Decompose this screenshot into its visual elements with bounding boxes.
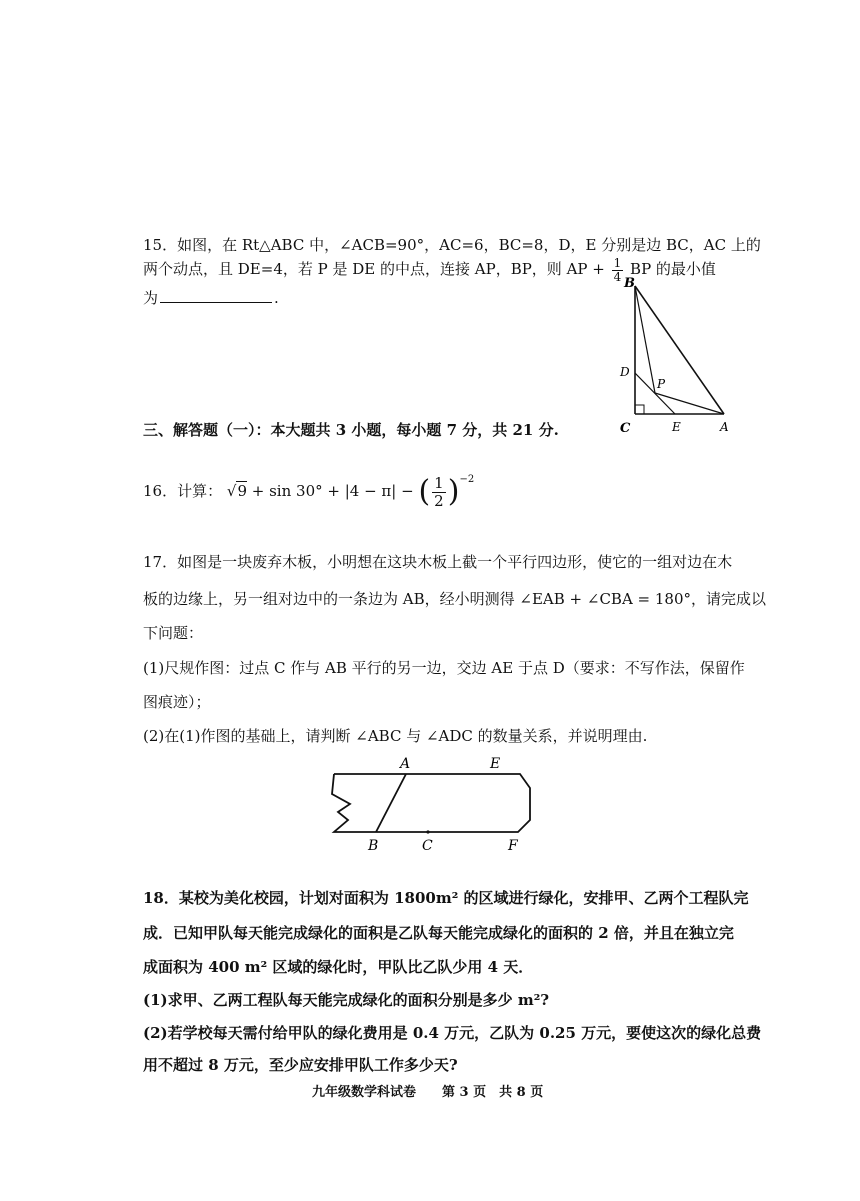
board-outline xyxy=(332,774,530,832)
q16-fraction xyxy=(432,475,446,510)
q17-board-figure xyxy=(320,752,550,857)
page-footer: 九年级数学科试卷 第 3 页 共 8 页 xyxy=(312,1085,544,1100)
label-P: P xyxy=(657,377,666,391)
segment-BP xyxy=(635,286,655,393)
q15-line-1: 15．如图，在 Rt△ABC 中，∠ACB=90°，AC=6，BC=8，D，E 分别是边 BC，AC 上的 xyxy=(143,236,761,254)
label-B: B xyxy=(368,838,379,854)
point-C xyxy=(426,830,429,833)
q15-line-3-end: . xyxy=(274,289,279,307)
segment-AB xyxy=(376,774,406,832)
segment-AB xyxy=(635,286,724,414)
label-D: D xyxy=(620,365,630,379)
label-B: B xyxy=(624,276,635,291)
q16-exponent: −2 xyxy=(459,474,475,485)
q16-rest: + sin 30° + |4 − π| − xyxy=(251,482,414,500)
q18-line-2: 成．已知甲队每天能完成绿化的面积是乙队每天能完成绿化的面积的 2 倍，并且在独立完 xyxy=(143,924,734,942)
label-A: A xyxy=(720,420,729,434)
label-F: F xyxy=(508,838,518,854)
q17-line-1: 17．如图是一块废弃木板，小明想在这块木板上截一个平行四边形，使它的一组对边在木 xyxy=(143,553,733,571)
q18-line-4: (1)求甲、乙两工程队每天能完成绿化的面积分别是多少 m²? xyxy=(143,991,550,1009)
q16-prefix: 16．计算： xyxy=(143,482,223,500)
q17-line-4: (1)尺规作图：过点 C 作与 AB 平行的另一边，交边 AE 于点 D（要求：不写作法，保留作 xyxy=(143,659,745,677)
label-C: C xyxy=(422,838,433,854)
q15-line-2-b: BP 的最小值 xyxy=(630,260,716,278)
label-E: E xyxy=(490,756,501,772)
q18-line-5: (2)若学校每天需付给甲队的绿化费用是 0.4 万元，乙队为 0.25 万元，要使这次的绿化总费 xyxy=(143,1024,762,1042)
label-C: C xyxy=(620,421,631,436)
q18-line-6: 用不超过 8 万元，至少应安排甲队工作多少天? xyxy=(143,1056,458,1074)
label-A: A xyxy=(400,756,411,772)
q15-fraction-num: 1 xyxy=(613,255,622,270)
q17-line-5: 图痕迹）； xyxy=(143,693,211,711)
q18-line-3: 成面积为 400 m² 区域的绿化时，甲队比乙队少用 4 天． xyxy=(143,958,534,976)
q15-line-2-a: 两个动点，且 DE=4，若 P 是 DE 的中点，连接 AP，BP，则 AP + xyxy=(143,260,605,278)
sqrt-symbol: √ xyxy=(226,482,237,500)
q16-left-paren: ( xyxy=(418,474,431,509)
q16-expression xyxy=(143,458,475,510)
q15-line-3 xyxy=(143,288,279,308)
answer-blank[interactable] xyxy=(160,288,272,303)
q16-fraction-den: 2 xyxy=(434,491,444,510)
q17-line-6: (2)在(1)作图的基础上，请判断 ∠ABC 与 ∠ADC 的数量关系，并说明理由. xyxy=(143,727,648,745)
right-angle-mark xyxy=(635,405,644,414)
q17-line-2: 板的边缘上，另一组对边中的一条边为 AB，经小明测得 ∠EAB + ∠CBA = 180°，请完成以 xyxy=(143,590,767,608)
q16-right-paren: ) xyxy=(447,474,460,509)
q16-radicand: 9 xyxy=(237,482,247,500)
label-E: E xyxy=(672,420,681,434)
q15-line-3-text: 为 xyxy=(143,289,159,307)
q17-line-3: 下问题： xyxy=(143,624,204,642)
q15-fraction-den: 4 xyxy=(613,269,622,284)
q16-fraction-num: 1 xyxy=(434,473,444,492)
q18-line-1: 18．某校为美化校园，计划对面积为 1800m² 的区域进行绿化，安排甲、乙两个工程队完 xyxy=(143,889,749,907)
section-3-title: 三、解答题（一）：本大题共 3 小题，每小题 7 分，共 21 分. xyxy=(143,421,559,439)
